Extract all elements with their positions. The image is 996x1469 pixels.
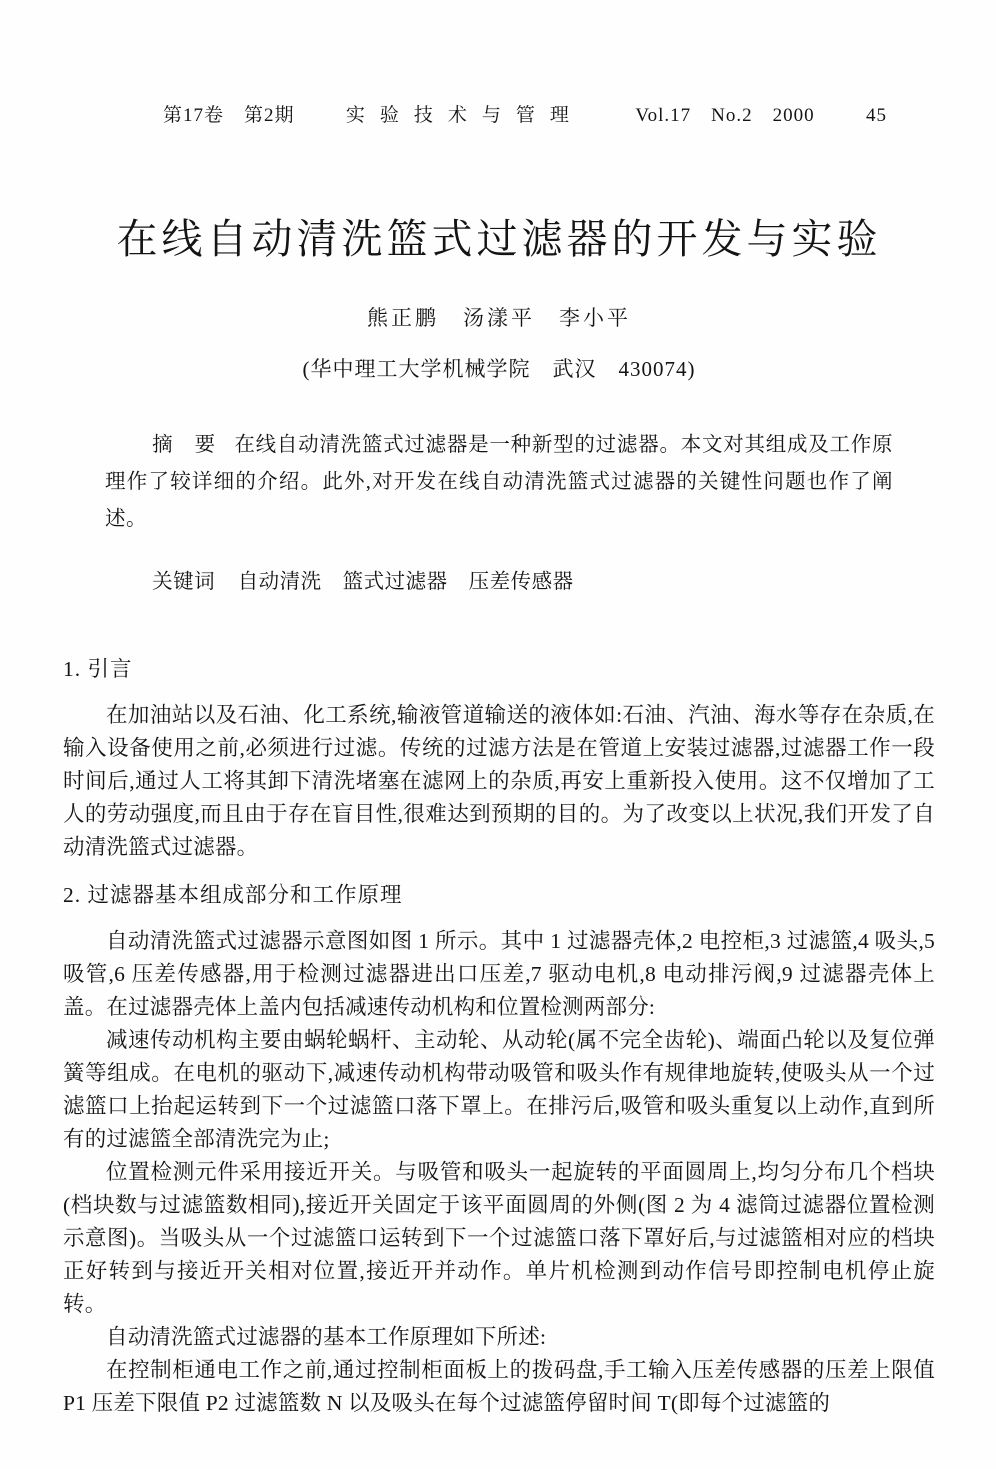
abstract-text: 在线自动清洗篮式过滤器是一种新型的过滤器。本文对其组成及工作原理作了较详细的介绍。此外,对开发在线自动清洗篮式过滤器的关键性问题也作了阐述。 (105, 434, 893, 531)
affiliation-line: (华中理工大学机械学院 武汉 430074) (302, 357, 696, 382)
abstract-paragraph (105, 427, 893, 538)
section-2-paragraph-2: 减速传动机构主要由蜗轮蜗杆、主动轮、从动轮(属不完全齿轮)、端面凸轮以及复位弹簧等组成。在电机的驱动下,减速传动机构带动吸管和吸头作有规律地旋转,使吸头从一个过滤篮口上抬起运转到下一个过滤篮口落下罩上。在排污后,吸管和吸头重复以上动作,直到所有的过滤篮全部清洗完为止; (63, 1028, 935, 1152)
volume-info: Vol.17 No.2 2000 (635, 105, 815, 126)
keywords-line (105, 564, 893, 594)
keywords-text: 自动清洗 篮式过滤器 压差传感器 (237, 571, 574, 594)
page-number: 45 (865, 105, 887, 126)
keywords-label: 关键词 (152, 571, 216, 594)
section-2-paragraph-5: 在控制柜通电工作之前,通过控制柜面板上的拨码盘,手工输入压差传感器的压差上限值 P1 压差下限值 P2 过滤篮数 N 以及吸头在每个过滤篮停留时间 T(即每个过滤篮的 (63, 1358, 935, 1416)
authors-line: 熊正鹏 汤漾平 李小平 (367, 306, 631, 331)
issue-label: 第17卷 第2期 (163, 105, 295, 126)
section-2-paragraph-3: 位置检测元件采用接近开关。与吸管和吸头一起旋转的平面圆周上,均匀分布几个档块(档块数与过滤篮数相同),接近开关固定于该平面圆周的外侧(图 2 为 4 滤筒过滤器位置检测示意图)。当吸头从一个过滤篮口运转到下一个过滤篮口落下罩好后,与过滤篮相对应的档块正好转到与接近开关相对位置,接近开并动作。单片机检测到动作信号即控制电机停止旋转。 (63, 1160, 935, 1317)
section-1-paragraph: 在加油站以及石油、化工系统,输液管道输送的液体如:石油、汽油、海水等存在杂质,在输入设备使用之前,必须进行过滤。传统的过滤方法是在管道上安装过滤器,过滤器工作一段时间后,通过人工将其卸下清洗堵塞在滤网上的杂质,再安上重新投入使用。这不仅增加了工人的劳动强度,而且由于存在盲目性,很难达到预期的目的。为了改变以上状况,我们开发了自动清洗篮式过滤器。 (63, 703, 935, 860)
section-2-paragraph-4: 自动清洗篮式过滤器的基本工作原理如下所述: (106, 1325, 547, 1350)
journal-name: 实验技术与管理 (345, 105, 584, 126)
journal-header (163, 100, 887, 127)
section-1-heading: 1. 引言 (63, 657, 133, 682)
section-2-heading: 2. 过滤器基本组成部分和工作原理 (63, 883, 403, 908)
section-2-paragraph-1: 自动清洗篮式过滤器示意图如图 1 所示。其中 1 过滤器壳体,2 电控柜,3 过滤篮,4 吸头,5 吸管,6 压差传感器,用于检测过滤器进出口压差,7 驱动电机,8 电动排污阀,9 过滤器壳体上盖。在过滤器壳体上盖内包括减速传动机构和位置检测两部分: (63, 929, 935, 1020)
paper-title: 在线自动清洗篮式过滤器的开发与实验 (116, 216, 882, 262)
abstract-label: 摘 要 (152, 434, 216, 457)
